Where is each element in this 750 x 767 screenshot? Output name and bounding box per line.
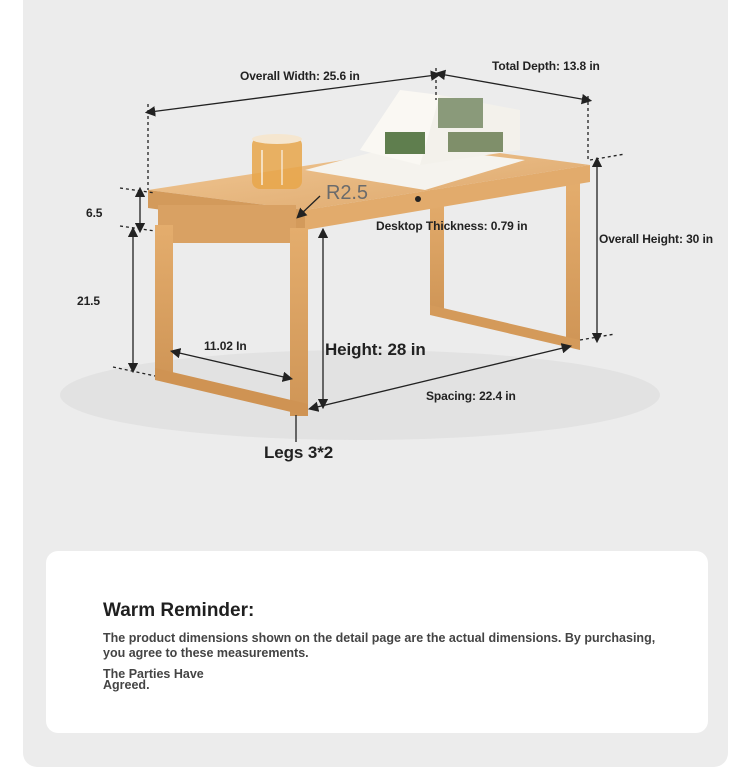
top-thickness-label: 6.5 — [86, 206, 103, 220]
leg-inner-width-label: 11.02 In — [204, 339, 247, 353]
back-leg-frame — [430, 180, 580, 350]
warm-reminder-card — [46, 551, 708, 733]
hinge-dot — [415, 196, 421, 202]
floor-shadow — [60, 350, 660, 440]
side-height-label: 21.5 — [77, 294, 100, 308]
radius-label: R2.5 — [326, 182, 368, 204]
total-depth-label: Total Depth: 13.8 in — [492, 59, 600, 73]
spacing-label: Spacing: 22.4 in — [426, 389, 516, 403]
legs-label: Legs 3*2 — [264, 443, 334, 462]
overall-height-label: Overall Height: 30 in — [599, 232, 713, 246]
reminder-body: The product dimensions shown on the detail page are the actual dimensions. By purchasing, you agree to these measurements. — [103, 631, 656, 660]
front-apron — [158, 205, 296, 243]
glass-tumbler — [252, 134, 302, 189]
reminder-title: Warm Reminder: — [103, 600, 255, 621]
reminder-note: The Parties Have Agreed. — [103, 667, 204, 692]
overall-width-label: Overall Width: 25.6 in — [240, 69, 360, 83]
desktop-thickness-label: Desktop Thickness: 0.79 in — [376, 219, 528, 233]
height-label: Height: 28 in — [325, 340, 426, 359]
